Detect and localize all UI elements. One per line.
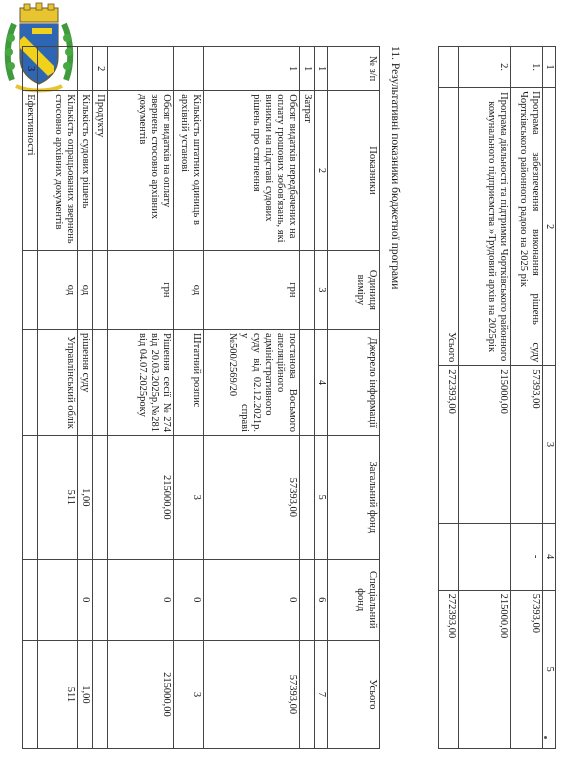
- sum-label: Усього: [439, 88, 459, 366]
- header-num-2: 2: [543, 88, 556, 366]
- header-num-4: 4: [543, 523, 556, 590]
- table-row: [108, 47, 174, 749]
- table-row: [204, 47, 300, 749]
- general-fund-value: 511: [38, 436, 78, 560]
- source-value: Управлінський облік: [38, 330, 78, 436]
- table-row: [511, 47, 543, 749]
- program-name: Програма діяльності та підтримки Чортківського районного комунального підприємства »Трудовий архів на 2025рік: [459, 88, 511, 366]
- group-row-efficiency: [23, 47, 38, 749]
- table-header-row: [328, 47, 380, 749]
- source-value: Рішення сесії №274 від 20.03.2025р,№281 від 04.07.2025року: [108, 330, 174, 436]
- programs-table: [439, 46, 557, 749]
- header-num-5: 5: [543, 590, 556, 748]
- total-value: 215000,00: [108, 640, 174, 748]
- group-label: Ефективності: [23, 91, 38, 251]
- col-num-4: 4: [315, 330, 328, 436]
- total-value: 57393,00: [204, 640, 300, 748]
- col-num-6: 6: [315, 559, 328, 640]
- unit-value: од: [174, 250, 204, 329]
- sum-total-value: 272393,00: [439, 590, 459, 748]
- general-fund-value: 1,00: [78, 436, 93, 560]
- general-fund-value: 215000,00: [108, 436, 174, 560]
- col-header-unit: Одиниця виміру: [328, 250, 380, 329]
- header-number-row: [315, 47, 328, 749]
- group-row-zatrat: [300, 47, 315, 749]
- group-number: 1: [300, 47, 315, 91]
- general-fund-value: 3: [174, 436, 204, 560]
- source-value: Штатний розпис: [174, 330, 204, 436]
- unit-value: од: [38, 250, 78, 329]
- table-row: [174, 47, 204, 749]
- unit-value: од: [78, 250, 93, 329]
- col-num-1: 1: [315, 47, 328, 91]
- general-fund-value: 57393,00: [204, 436, 300, 560]
- indicator-name: Обсяг видатків передбачених на оплату грошових зобов'язань, які виникли на підставі судових рішень про стягнення: [204, 91, 300, 251]
- col-header-total: Усього: [328, 640, 380, 748]
- sum-general-value: 272393,00: [439, 366, 459, 523]
- total-value: 3: [174, 640, 204, 748]
- unit-value: грн: [108, 250, 174, 329]
- indicator-name: Кількість штатних одиниць в архівній установі: [174, 91, 204, 251]
- table-row: [38, 47, 78, 749]
- header-num-1: 1: [543, 47, 556, 88]
- total-value: 57393,00: [511, 590, 543, 748]
- group-label: Затрат: [300, 91, 315, 251]
- total-value: 1,00: [78, 640, 93, 748]
- unit-value: грн: [204, 250, 300, 329]
- row-number: 2.: [459, 47, 511, 88]
- col-header-general-fund: Загальний фонд: [328, 436, 380, 560]
- special-fund-value: [459, 523, 511, 590]
- source-value: рішення суду: [78, 330, 93, 436]
- col-num-2: 2: [315, 91, 328, 251]
- table-row: [78, 47, 93, 749]
- special-fund-value: 0: [78, 559, 93, 640]
- col-header-num: № з/п: [328, 47, 380, 91]
- section-title: 11. Результативні показники бюджетної програми: [389, 46, 401, 290]
- program-name: Програма забезпечення виконання рішень суду Чортківського районного радою на 2025 рік: [511, 88, 543, 366]
- row-number: 1.: [511, 47, 543, 88]
- special-fund-value: 0: [174, 559, 204, 640]
- table-row: [459, 47, 511, 749]
- scan-speck: [544, 736, 547, 739]
- source-value: постанова Восьмого апеляційного адміністративного суду від 02.12.2021р. у справі №500/2569/20: [204, 330, 300, 436]
- col-header-indicator: Показники: [328, 91, 380, 251]
- header-num-3: 3: [543, 366, 556, 523]
- special-fund-value: 0: [108, 559, 174, 640]
- group-number: 3: [23, 47, 38, 91]
- special-fund-value: [38, 559, 78, 640]
- group-number: 2: [93, 47, 108, 91]
- general-fund-value: 215000,00: [459, 366, 511, 523]
- header-number-row: [543, 47, 556, 749]
- special-fund-value: -: [511, 523, 543, 590]
- indicator-name: Кількість опрацьованих звернень стосовно архівних документів: [38, 91, 78, 251]
- group-label: Продукту: [93, 91, 108, 251]
- col-header-source: Джерело інформації: [328, 330, 380, 436]
- col-num-7: 7: [315, 640, 328, 748]
- special-fund-value: 0: [204, 559, 300, 640]
- results-table: [22, 46, 380, 749]
- general-fund-value: 57393,00: [511, 366, 543, 523]
- total-value: 511: [38, 640, 78, 748]
- indicator-name: Обсяг видатків на оплату звернень стосовно архівних документів: [108, 91, 174, 251]
- col-num-3: 3: [315, 250, 328, 329]
- col-num-5: 5: [315, 436, 328, 560]
- indicator-name: Кількість судових рішень: [78, 91, 93, 251]
- total-value: 215000,00: [459, 590, 511, 748]
- row-number: 1: [204, 47, 300, 91]
- col-header-special-fund: Спеціальний фонд: [328, 559, 380, 640]
- sum-row: [439, 47, 459, 749]
- group-row-product: [93, 47, 108, 749]
